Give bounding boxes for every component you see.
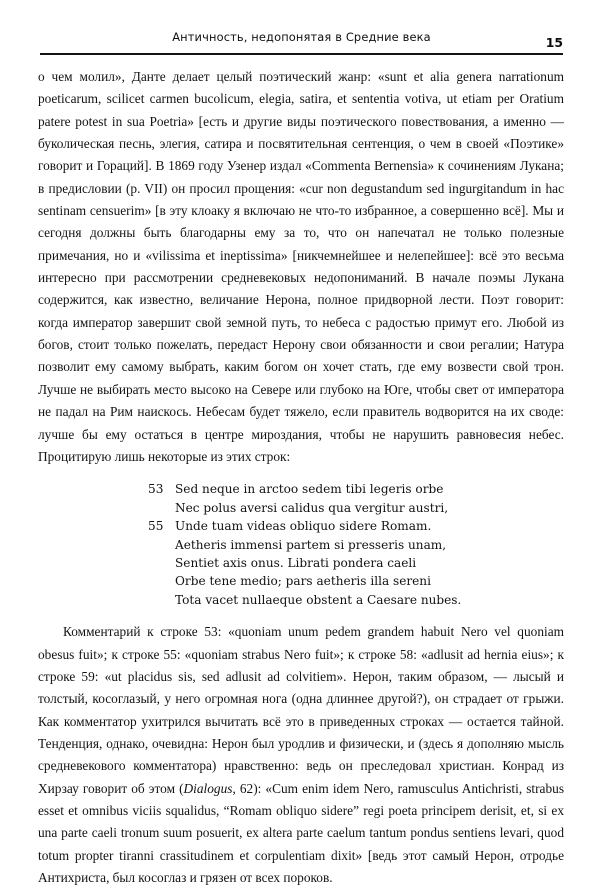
spacer-after-verse [38, 609, 564, 621]
verse-line-number: 53 [148, 482, 164, 497]
verse-line [38, 499, 564, 517]
cited-work-title: Dialogus [183, 780, 233, 796]
verse-line [38, 517, 564, 535]
commentary-text-part-1: Комментарий к строке 53: «quoniam unum pedem grandem habuit Nero vel quoniam obesus fuit»; к строке 55: «quoniam strabus Nero fuit»; к строке 58: «adlusit ad hernia eius»; к строке 59: «ut placidus sis, sed adlusit ad colvitiem». Нерон, таким образом, — лысый и толстый, косоглазый, у него огромная нога (одна длиннее другой?), он страдает от грыжи. Как комментатор ухитрился вычитать всё это в приведенных строках — остается тайной. Тенденция, однако, очевидна: Нерон был уродлив и физически, и (здесь я дополняю мысль средневекового комментатора) нравственно: ведь он преследовал христиан. Конрад из Хирзау говорит об этом ( [38, 624, 564, 796]
verse-line [38, 480, 564, 498]
verse-line-text: Aetheris immensi partem si presseris unam, [175, 537, 447, 552]
verse-line-text: Sentiet axis onus. Librati pondera caeli [175, 556, 417, 570]
verse-quotation [38, 480, 564, 609]
verse-line-text: Orbe tene medio; pars aetheris illa sereni [175, 574, 431, 589]
verse-line [38, 554, 564, 572]
header-rule [40, 53, 563, 55]
verse-line-text: Nec polus aversi calidus qua vergitur austri, [175, 500, 449, 515]
verse-line-number: 55 [148, 519, 164, 534]
paragraph-opening: о чем молил», Данте делает целый поэтический жанр: «sunt et alia genera narrationum poeticarum, scilicet carmen bucolicum, elegia, satira, et sententia votiva, ut etiam per Oratium patere potest in sua Poetria» [есть и другие виды поэтического повествования, а именно — буколическая песнь, элегия, сатира и посвятительная сентенция, о чем в своей «Поэтике» говорит и Гораций]. В 1869 году Узенер издал «Commenta Bernensia» к сочинениям Лукана; в предисловии (p. VII) он просил прощения: «cur non degustandum sed ingurgitandum in hac sentinam censuerim» [в эту клоаку я включаю не что-то избранное, а совершенно всё]. Мы и сегодня должны быть благодарны ему за то, что он напечатал не только полезные примечания, но и «vilissima et ineptissima» [никчемнейшее и нелепейшее]: всё это весьма интересно при рассмотрении средневековых недопониманий. В начале поэмы Лукана содержится, как известно, величание Нерона, полное придворной лести. Поэт говорит: когда император завершит свой земной путь, то небеса с радостью примут его. Любой из богов, стоит только пожелать, передаст Нерону свои обязанности и свои регалии; Натура позволит ему самому выбрать, каким богом он хочет стать, где ему возвести свой трон. Лучше не выбирать место высоко на Севере или глубоко на Юге, чтобы свет от императора не падал на Рим наискось. Небесам будет тяжело, если правитель водворится на их своде: лучше бы ему остаться в центре мироздания, чтобы не нарушить равновесия небес. Процитирую лишь некоторые из этих строк: [38, 69, 564, 464]
verse-line-text: Tota vacet nullaeque obstent a Caesare nubes. [175, 592, 462, 607]
running-head-title: Античность, недопонятая в Средние века [172, 30, 431, 44]
text-block [38, 66, 564, 889]
running-head [40, 30, 563, 52]
verse-line [38, 536, 564, 554]
verse-line [38, 572, 564, 590]
commentary-text-part-2: , 62): «Cum enim idem Nero, ramusculus Antichristi, strabus esset et omnibus viciis squalidus, “Romam obliquo sidere” regi poeta principem derisit, et, si ex una parte caeli tronum suum posuerit, ex altera parte caelum tantum pondus sentiens levari, quod totum propter tiranni crassitudinem et corpulentiam dixit» [ведь этот самый Нерон, отродье Антихриста, был косоглаз и грязен от всех пороков. [38, 780, 565, 886]
paragraph-commentary [38, 621, 564, 889]
spacer-before-verse [38, 468, 564, 480]
verse-line [38, 591, 564, 609]
page-number: 15 [545, 35, 563, 50]
verse-line-text: Sed neque in arctoo sedem tibi legeris orbe [175, 482, 444, 497]
verse-line-text: Unde tuam videas obliquo sidere Romam. [175, 519, 432, 534]
